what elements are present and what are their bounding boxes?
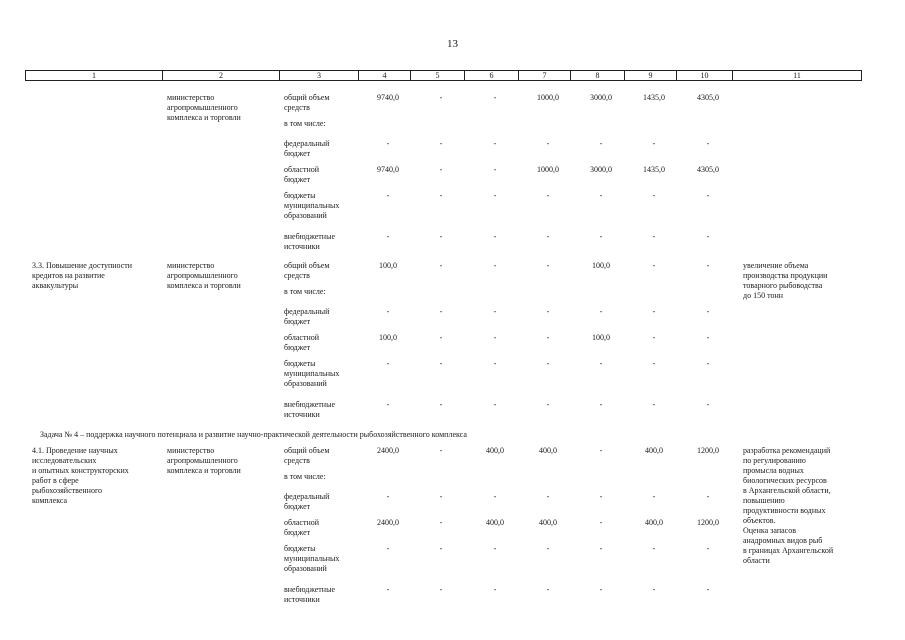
funding-source-label: внебюджетные источники <box>284 585 335 604</box>
funding-value-cell: 400,0 <box>486 518 504 527</box>
funding-value-cell: - <box>386 544 390 553</box>
funding-value-cell: - <box>439 261 443 270</box>
funding-value-cell: - <box>546 139 550 148</box>
funding-source-label: общий объем средств <box>284 261 330 280</box>
funding-value-cell: 400,0 <box>645 446 663 455</box>
funding-value-cell: - <box>546 261 550 270</box>
funding-value-cell: - <box>493 585 497 594</box>
funding-value-cell: - <box>439 93 443 102</box>
funding-source-label: бюджеты муниципальных образований <box>284 359 340 388</box>
funding-value-cell: - <box>439 333 443 342</box>
funding-value-cell: - <box>706 232 710 241</box>
funding-value-cell: - <box>386 232 390 241</box>
funding-value-cell: - <box>439 307 443 316</box>
funding-value-cell: - <box>439 400 443 409</box>
funding-value-cell: - <box>652 139 656 148</box>
funding-source-label: областной бюджет <box>284 165 320 184</box>
funding-value-cell: - <box>706 139 710 148</box>
funding-value-cell: - <box>493 232 497 241</box>
executor-name: министерство агропромышленного комплекса и торговли <box>167 446 241 475</box>
funding-value-cell: 100,0 <box>379 333 397 342</box>
funding-value-cell: 1435,0 <box>643 165 665 174</box>
funding-value-cell: 1435,0 <box>643 93 665 102</box>
funding-value-cell: - <box>493 359 497 368</box>
funding-value-cell: - <box>599 359 603 368</box>
funding-value-cell: - <box>493 544 497 553</box>
funding-value-cell: - <box>493 400 497 409</box>
funding-value-cell: 100,0 <box>592 333 610 342</box>
funding-value-cell: 400,0 <box>539 518 557 527</box>
funding-source-label: федеральный бюджет <box>284 139 330 158</box>
funding-value-cell: 1000,0 <box>537 165 559 174</box>
funding-value-cell: 3000,0 <box>590 93 612 102</box>
funding-value-cell: - <box>599 400 603 409</box>
funding-value-cell: - <box>439 544 443 553</box>
funding-value-cell: - <box>546 544 550 553</box>
header-col-9: 9 <box>624 71 676 80</box>
funding-value-cell: - <box>652 544 656 553</box>
funding-source-label: внебюджетные источники <box>284 400 335 419</box>
funding-value-cell: - <box>706 191 710 200</box>
funding-value-cell: - <box>493 261 497 270</box>
funding-value-cell: - <box>706 333 710 342</box>
funding-value-cell: - <box>599 232 603 241</box>
funding-value-cell: - <box>493 93 497 102</box>
funding-value-cell: - <box>439 585 443 594</box>
header-col-8: 8 <box>570 71 624 80</box>
funding-value-cell: - <box>439 359 443 368</box>
funding-value-cell: - <box>386 585 390 594</box>
funding-value-cell: 1200,0 <box>697 446 719 455</box>
funding-source-label: федеральный бюджет <box>284 492 330 511</box>
page-number: 13 <box>447 38 458 50</box>
funding-source-label: областной бюджет <box>284 518 320 537</box>
funding-value-cell: - <box>546 492 550 501</box>
funding-value-cell: - <box>706 261 710 270</box>
funding-value-cell: - <box>599 446 603 455</box>
funding-source-label: бюджеты муниципальных образований <box>284 191 340 220</box>
task-heading: Задача № 4 – поддержка научного потенциала и развитие научно-практической деятельности рыбохозяйственного комплекса <box>40 430 467 439</box>
expected-result: увеличение объема производства продукции товарного рыбоводства до 150 тонн <box>743 261 828 300</box>
funding-value-cell: 9740,0 <box>377 93 399 102</box>
funding-value-cell: - <box>706 544 710 553</box>
measure-name: 4.1. Проведение научных исследовательских и опытных конструкторских работ в сфере рыбохозяйственного комплекса <box>32 446 129 505</box>
header-col-5: 5 <box>410 71 464 80</box>
expected-result: разработка рекомендаций по регулированию промысла водных биологических ресурсов в Архангельской области, повышению продуктивности водных объектов. Оценка запасов анадромных видов рыб в границах Архангельской области <box>743 446 834 565</box>
funding-value-cell: - <box>599 307 603 316</box>
funding-source-label: бюджеты муниципальных образований <box>284 544 340 573</box>
funding-value-cell: - <box>546 585 550 594</box>
funding-value-cell: - <box>706 359 710 368</box>
funding-value-cell: - <box>386 492 390 501</box>
header-col-6: 6 <box>464 71 518 80</box>
funding-value-cell: 400,0 <box>645 518 663 527</box>
funding-value-cell: 1200,0 <box>697 518 719 527</box>
funding-value-cell: 3000,0 <box>590 165 612 174</box>
funding-value-cell: - <box>652 333 656 342</box>
funding-value-cell: - <box>599 139 603 148</box>
executor-name: министерство агропромышленного комплекса и торговли <box>167 93 241 122</box>
funding-value-cell: - <box>652 585 656 594</box>
funding-value-cell: - <box>546 400 550 409</box>
funding-source-label: в том числе: <box>284 472 326 481</box>
funding-value-cell: - <box>652 400 656 409</box>
funding-source-label: областной бюджет <box>284 333 320 352</box>
funding-value-cell: - <box>493 333 497 342</box>
funding-value-cell: 4305,0 <box>697 93 719 102</box>
funding-source-label: общий объем средств <box>284 93 330 112</box>
funding-source-label: внебюджетные источники <box>284 232 335 251</box>
funding-value-cell: - <box>706 400 710 409</box>
funding-value-cell: - <box>493 165 497 174</box>
funding-source-label: федеральный бюджет <box>284 307 330 326</box>
funding-value-cell: - <box>493 492 497 501</box>
executor-name: министерство агропромышленного комплекса и торговли <box>167 261 241 290</box>
funding-value-cell: - <box>546 333 550 342</box>
funding-value-cell: 400,0 <box>486 446 504 455</box>
header-col-3: 3 <box>279 71 358 80</box>
funding-value-cell: - <box>439 165 443 174</box>
funding-value-cell: - <box>652 232 656 241</box>
funding-value-cell: - <box>439 139 443 148</box>
funding-source-label: общий объем средств <box>284 446 330 465</box>
funding-source-label: в том числе: <box>284 287 326 296</box>
funding-value-cell: 2400,0 <box>377 446 399 455</box>
funding-value-cell: - <box>546 359 550 368</box>
funding-value-cell: - <box>386 191 390 200</box>
header-col-11: 11 <box>732 71 861 80</box>
funding-value-cell: - <box>439 191 443 200</box>
funding-value-cell: 2400,0 <box>377 518 399 527</box>
funding-value-cell: - <box>439 232 443 241</box>
funding-value-cell: - <box>493 307 497 316</box>
header-col-7: 7 <box>518 71 570 80</box>
funding-value-cell: 400,0 <box>539 446 557 455</box>
funding-value-cell: 100,0 <box>379 261 397 270</box>
header-col-1: 1 <box>92 71 96 80</box>
funding-value-cell: - <box>439 518 443 527</box>
funding-value-cell: - <box>706 307 710 316</box>
funding-value-cell: - <box>493 139 497 148</box>
funding-value-cell: - <box>652 359 656 368</box>
funding-value-cell: - <box>599 585 603 594</box>
funding-source-label: в том числе: <box>284 119 326 128</box>
funding-value-cell: - <box>652 261 656 270</box>
funding-value-cell: - <box>439 492 443 501</box>
funding-value-cell: - <box>439 446 443 455</box>
funding-value-cell: 100,0 <box>592 261 610 270</box>
funding-value-cell: - <box>706 585 710 594</box>
funding-value-cell: - <box>599 492 603 501</box>
header-col-4: 4 <box>358 71 410 80</box>
funding-value-cell: - <box>493 191 497 200</box>
funding-value-cell: - <box>652 307 656 316</box>
funding-value-cell: - <box>386 307 390 316</box>
funding-value-cell: - <box>546 307 550 316</box>
funding-value-cell: 4305,0 <box>697 165 719 174</box>
funding-value-cell: - <box>652 191 656 200</box>
funding-value-cell: - <box>652 492 656 501</box>
funding-value-cell: - <box>599 544 603 553</box>
funding-value-cell: - <box>599 518 603 527</box>
funding-value-cell: 9740,0 <box>377 165 399 174</box>
funding-value-cell: - <box>546 191 550 200</box>
header-col-10: 10 <box>676 71 732 80</box>
funding-value-cell: - <box>706 492 710 501</box>
measure-name: 3.3. Повышение доступности кредитов на развитие аквакультуры <box>32 261 133 290</box>
funding-value-cell: - <box>386 139 390 148</box>
table-header <box>25 70 862 81</box>
funding-value-cell: - <box>546 232 550 241</box>
header-col-2: 2 <box>162 71 279 80</box>
funding-value-cell: - <box>386 400 390 409</box>
funding-value-cell: 1000,0 <box>537 93 559 102</box>
funding-value-cell: - <box>386 359 390 368</box>
funding-value-cell: - <box>599 191 603 200</box>
